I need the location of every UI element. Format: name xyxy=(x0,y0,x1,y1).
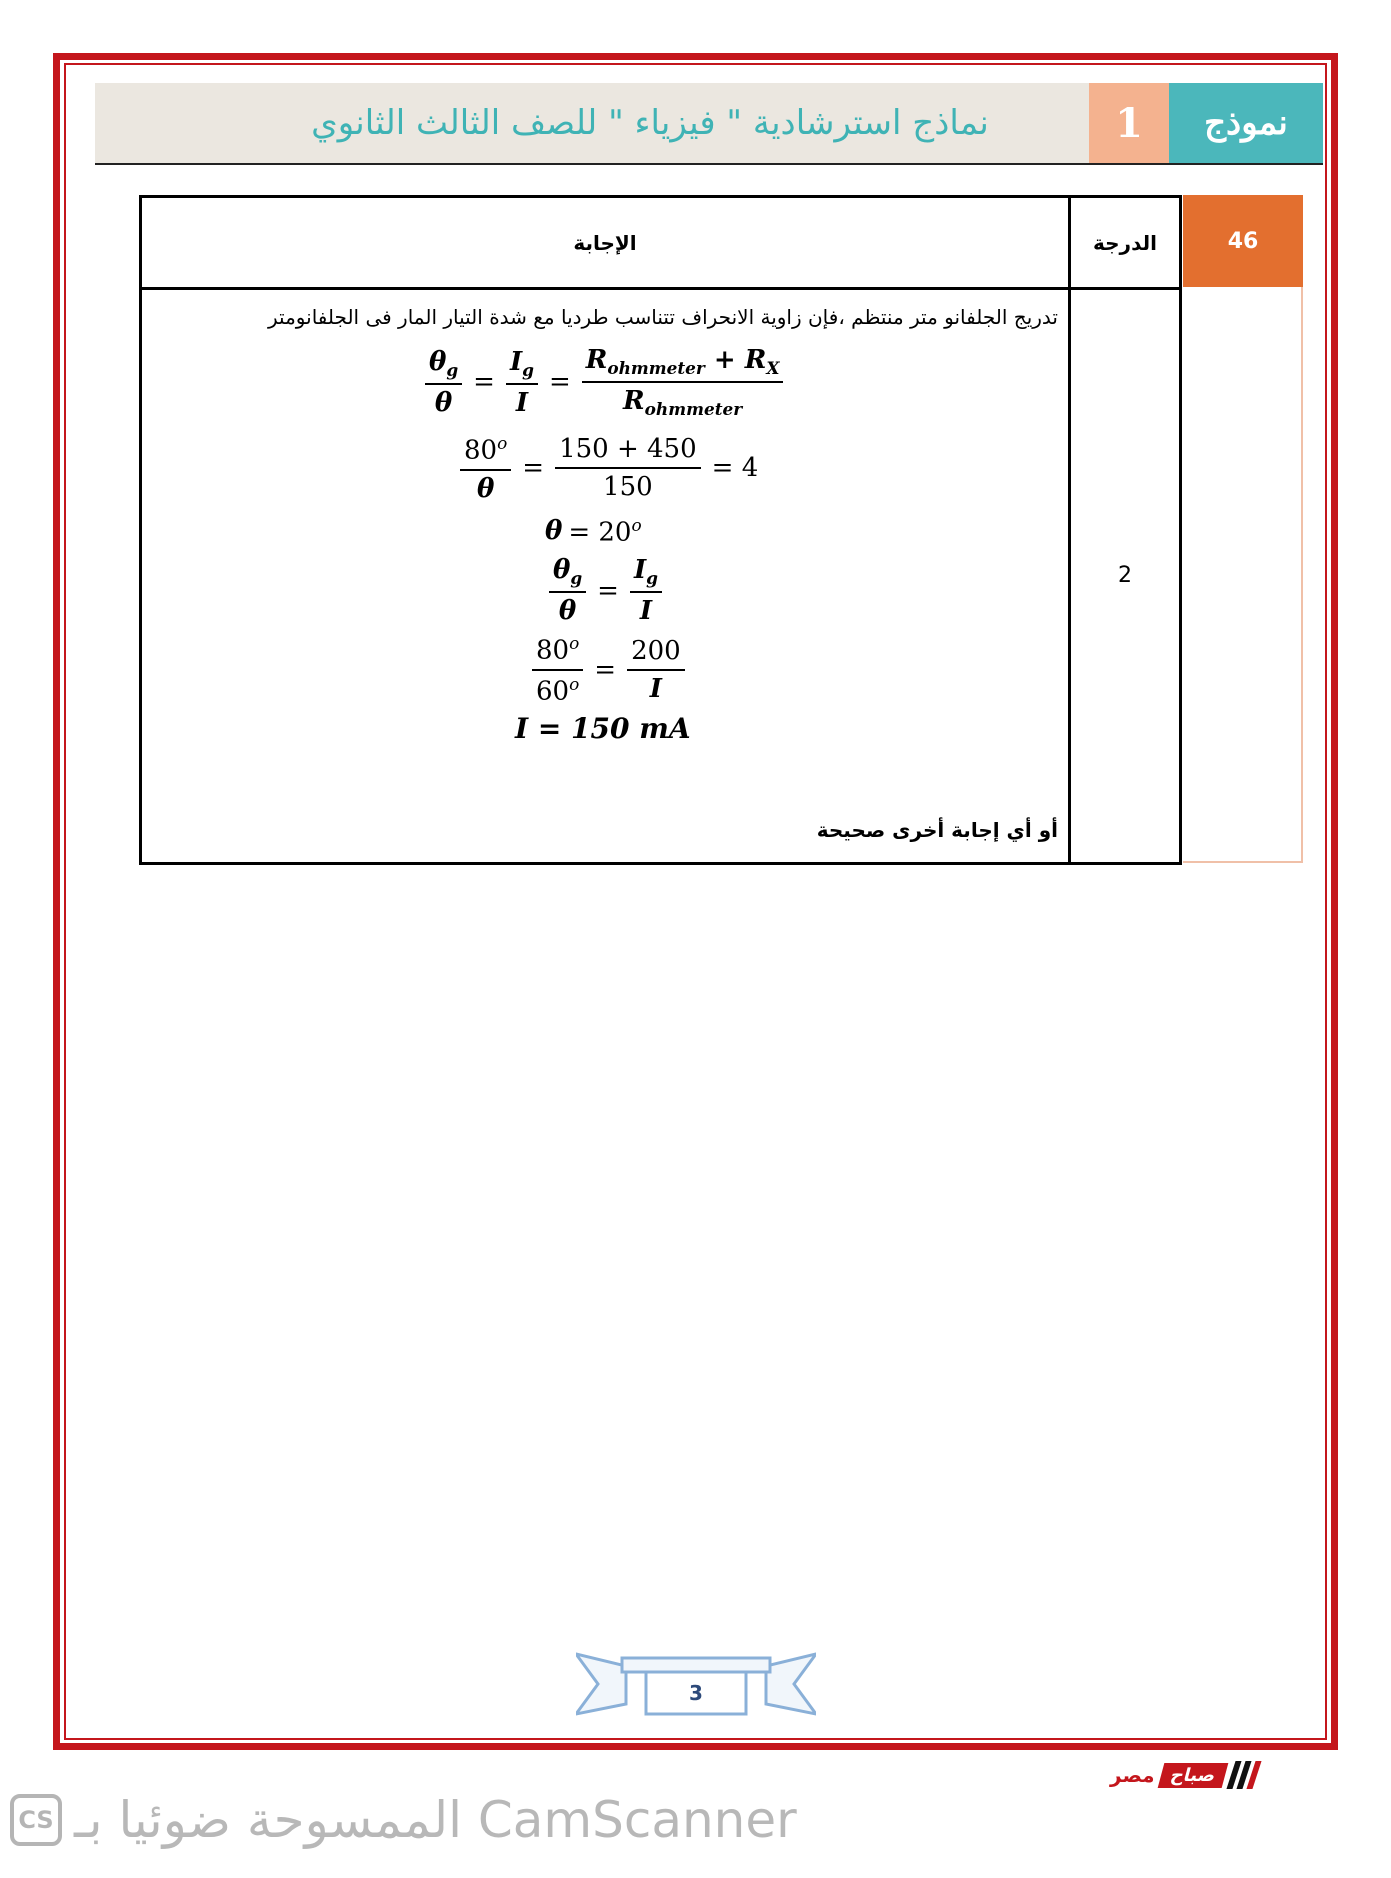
model-number: 1 xyxy=(1089,83,1169,163)
question-cell xyxy=(1183,287,1303,863)
page-number: 3 xyxy=(689,1681,703,1705)
answer-column-header: الإجابة xyxy=(573,230,637,255)
equation-5: $\frac{80^o}{60^o}$ = $\frac{200}{I}$ xyxy=(527,633,690,706)
camscanner-logo-icon: CS xyxy=(10,1794,62,1846)
equation-6: I = 150 mA xyxy=(515,712,691,745)
table-row-divider xyxy=(139,287,1182,290)
equation-4: $\frac{\theta_g}{\theta}$ = $\frac{I_g}{I}$ xyxy=(544,555,667,626)
logo-sub: مصر xyxy=(1110,1763,1155,1787)
header-title: نماذج استرشادية " فيزياء " للصف الثالث الثانوي xyxy=(311,103,989,143)
logo-bars-icon xyxy=(1231,1761,1257,1789)
watermark-text: الممسوحة ضوئيا بـ CamScanner xyxy=(74,1791,797,1849)
logo-main: صباح xyxy=(1157,1763,1228,1788)
table-column-divider xyxy=(1068,195,1071,865)
grade-column-header: الدرجة xyxy=(1093,230,1157,255)
grade-value: 2 xyxy=(1118,562,1132,588)
equation-2: $\frac{80^o}{\theta}$ = $\frac{150 + 450}{150}$ = 4 xyxy=(455,433,764,504)
equation-1: $\frac{\theta_g}{\theta}$ = $\frac{I_g}{I}$ = $\frac{R_{ohmmeter} + R_X}{R_{ohmmeter}}$ xyxy=(420,345,788,419)
alternative-answer-note: أو أي إجابة أخرى صحيحة xyxy=(816,818,1058,842)
model-label: نموذج xyxy=(1169,83,1323,163)
sabah-masr-logo xyxy=(1110,1757,1340,1793)
answer-table xyxy=(139,195,1182,865)
camscanner-watermark xyxy=(10,1785,910,1855)
equation-3: θ = $20^o$ xyxy=(545,515,642,548)
answer-intro: تدريج الجلفانو متر منتظم ،فإن زاوية الانحراف تتناسب طرديا مع شدة التيار المار فى الجلفانومتر xyxy=(268,305,1058,329)
question-number: 46 xyxy=(1183,195,1303,287)
